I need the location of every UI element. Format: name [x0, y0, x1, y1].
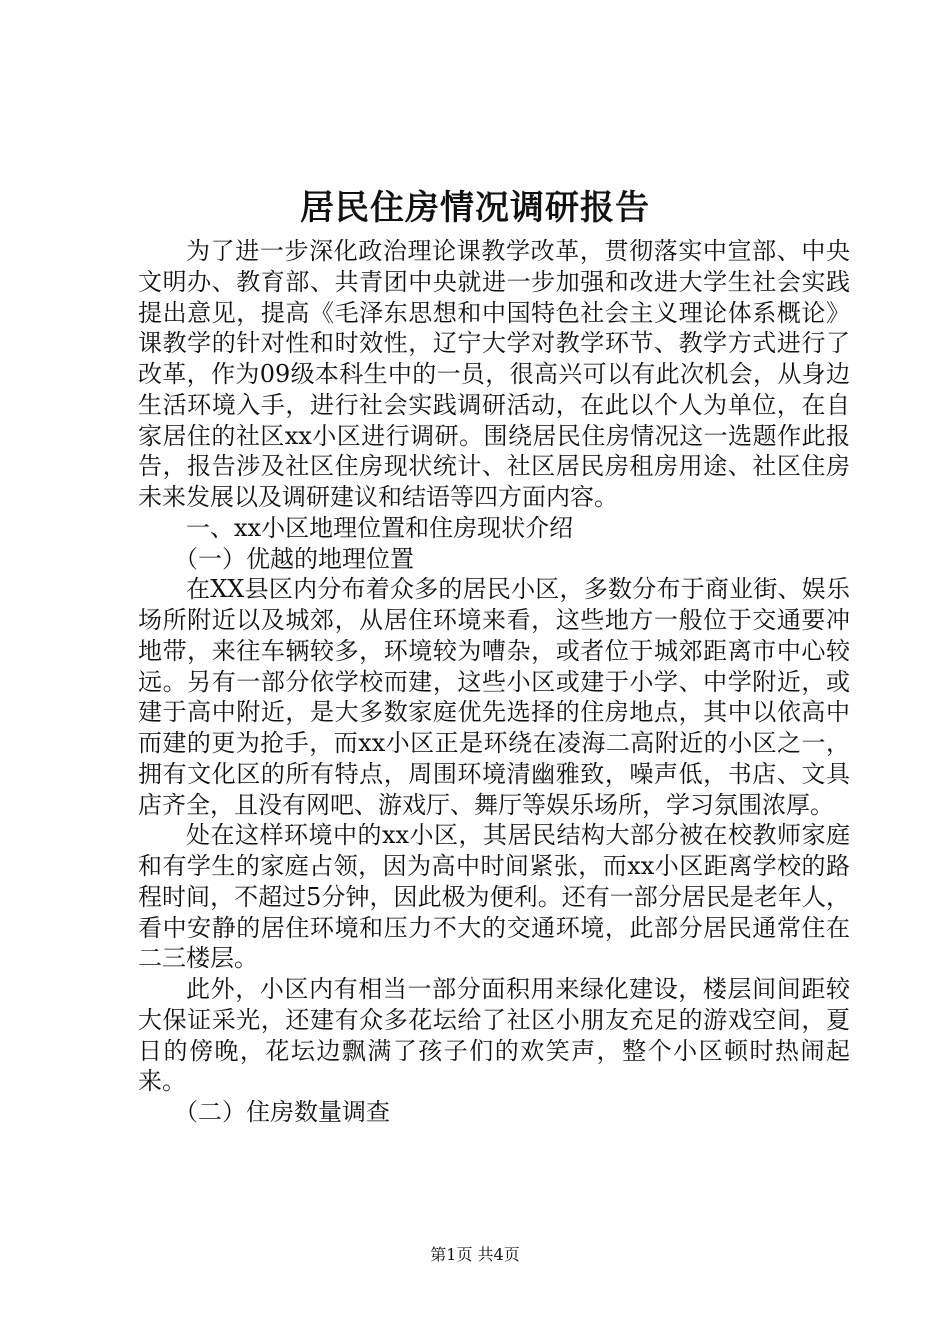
greening-paragraph: 此外，小区内有相当一部分面积用来绿化建设，楼层间间距较大保证采光，还建有众多花坛给了社区小朋友充足的游戏空间，夏日的傍晚，花坛边飘满了孩子们的欢笑声，整个小区顿时热闹起来。	[138, 975, 850, 1096]
document-title: 居民住房情况调研报告	[300, 188, 650, 228]
page-footer: 第1页 共4页	[430, 1245, 520, 1264]
location-paragraph: 在XX县区内分布着众多的居民小区，多数分布于商业街、娱乐场所附近以及城郊，从居住环境来看，这些地方一般位于交通要冲地带，来往车辆较多，环境较为嘈杂，或者位于城郊距离市中心较远。另有一部分依学校而建，这些小区或建于小学、中学附近，或建于高中附近，是大多数家庭优先选择的住房地点，其中以依高中而建的更为抢手，而xx小区正是环绕在凌海二高附近的小区之一，拥有文化区的所有特点，周围环境清幽雅致，噪声低，书店、文具店齐全，且没有网吧、游戏厅、舞厅等娱乐场所，学习氛围浓厚。	[138, 575, 850, 819]
section-heading-1: 一、xx小区地理位置和住房现状介绍	[186, 513, 574, 542]
document-body	[138, 236, 850, 1128]
subsection-heading-2: （二）住房数量调查	[174, 1098, 390, 1126]
intro-paragraph: 为了进一步深化政治理论课教学改革，贯彻落实中宣部、中央文明办、教育部、共青团中央就进一步加强和改进大学生社会实践提出意见，提高《毛泽东思想和中国特色社会主义理论体系概论》课教学的针对性和时效性，辽宁大学对教学环节、教学方式进行了改革，作为09级本科生中的一员，很高兴可以有此次机会，从身边生活环境入手，进行社会实践调研活动，在此以个人为单位，在自家居住的社区xx小区进行调研。围绕居民住房情况这一选题作此报告，报告涉及社区住房现状统计、社区居民房租房用途、社区住房未来发展以及调研建议和结语等四方面内容。	[138, 237, 850, 511]
subsection-heading-1: （一）优越的地理位置	[174, 544, 414, 573]
residents-paragraph: 处在这样环境中的xx小区，其居民结构大部分被在校教师家庭和有学生的家庭占领，因为高中时间紧张，而xx小区距离学校的路程时间，不超过5分钟，因此极为便利。还有一部分居民是老年人，看中安静的居住环境和压力不大的交通环境，此部分居民通常住在二三楼层。	[138, 821, 850, 973]
